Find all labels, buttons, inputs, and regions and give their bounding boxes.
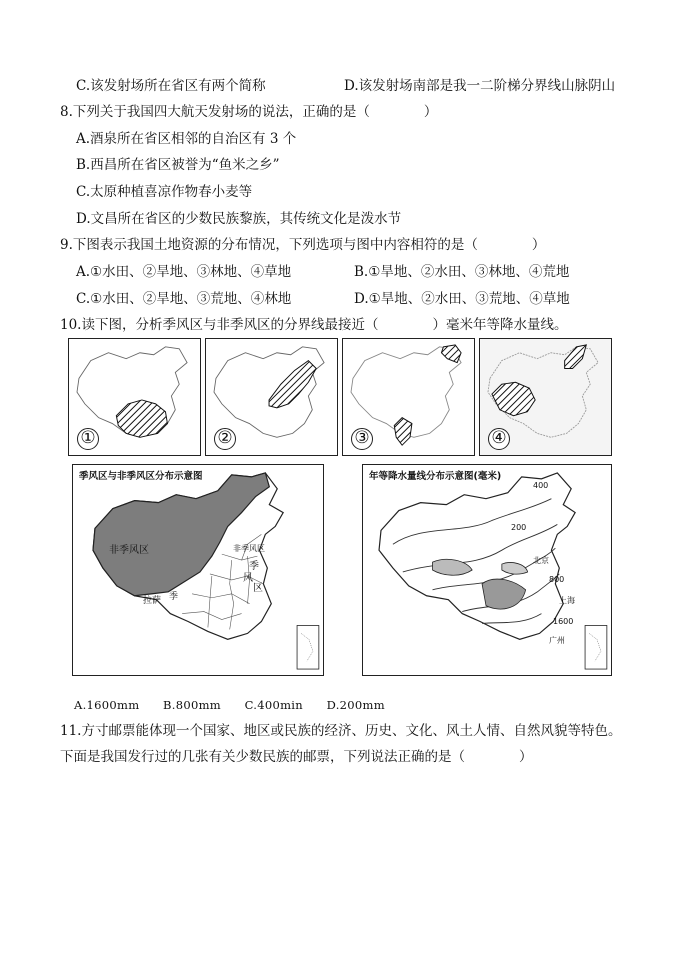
q9-option-a: A.①水田、②旱地、③林地、④草地 — [76, 264, 292, 280]
isohyet-400: 400 — [533, 481, 549, 490]
label-lhasa: 拉萨 — [143, 596, 162, 606]
q9-option-b: B.①旱地、②水田、③林地、④荒地 — [354, 264, 570, 280]
q7-option-d: D.该发射场南部是我一二阶梯分界线山脉阴山 — [344, 78, 616, 94]
city-beijing: 北京 — [533, 556, 549, 565]
label-monsoon-4: 季 — [169, 592, 179, 602]
q8-option-d: D.文昌所在省区的少数民族黎族，其传统文化是泼水节 — [76, 211, 402, 227]
land-map-1 — [68, 338, 201, 456]
q7-option-c: C.该发射场所在省区有两个简称 — [76, 78, 266, 94]
q8-option-c: C.太原种植喜凉作物春小麦等 — [76, 184, 253, 200]
label-monsoon-3: 区 — [253, 583, 263, 594]
panel-number-3: ③ — [351, 428, 373, 450]
label-monsoon-2: 风 — [243, 573, 253, 584]
precipitation-map-title: 年等降水量线分布示意图(毫米) — [369, 468, 501, 482]
land-map-3 — [342, 338, 475, 456]
q8-stem: 8.下列关于我国四大航天发射场的说法，正确的是（ ） — [60, 104, 438, 120]
q11-line-1: 11.方寸邮票能体现一个国家、地区或民族的经济、历史、文化、风土人情、自然风貌等特色。 — [60, 723, 622, 739]
precipitation-isoline-map — [362, 464, 612, 676]
q9-option-c: C.①水田、②旱地、③荒地、④林地 — [76, 291, 292, 307]
city-shanghai: 上海 — [559, 596, 575, 605]
panel-number-1: ① — [77, 428, 99, 450]
panel-number-2: ② — [214, 428, 236, 450]
q8-option-b: B.西昌所在省区被誉为“鱼米之乡” — [76, 157, 280, 173]
monsoon-region-map — [72, 464, 324, 676]
q8-option-a: A.酒泉所在省区相邻的自治区有 3 个 — [76, 131, 297, 147]
isohyet-800: 800 — [549, 575, 565, 584]
land-map-4 — [479, 338, 612, 456]
q11-line-2: 下面是我国发行过的几张有关少数民族的邮票，下列说法正确的是（ ） — [60, 749, 533, 765]
q9-option-d: D.①旱地、②水田、③荒地、④草地 — [354, 291, 570, 307]
city-guangzhou: 广州 — [549, 636, 565, 645]
monsoon-region-map-graphic — [73, 465, 323, 675]
land-map-2 — [205, 338, 338, 456]
q9-stem: 9.下图表示我国土地资源的分布情况，下列选项与图中内容相符的是（ ） — [60, 237, 546, 253]
isohyet-1600: 1600 — [553, 617, 574, 626]
q10-options: A.1600mm B.800mm C.400min D.200mm — [74, 698, 385, 712]
q10-stem: 10.读下图，分析季风区与非季风区的分界线最接近（ ）毫米年等降水量线。 — [60, 317, 568, 333]
label-nonmonsoon-region-small: 非季风区 — [233, 544, 265, 553]
precipitation-isoline-map-graphic — [363, 465, 611, 675]
monsoon-map-title: 季风区与非季风区分布示意图 — [79, 468, 203, 482]
isohyet-200: 200 — [511, 523, 527, 532]
label-nonmonsoon-region: 非季风区 — [109, 545, 149, 556]
label-monsoon-1: 季 — [249, 561, 259, 572]
panel-number-4: ④ — [488, 428, 510, 450]
